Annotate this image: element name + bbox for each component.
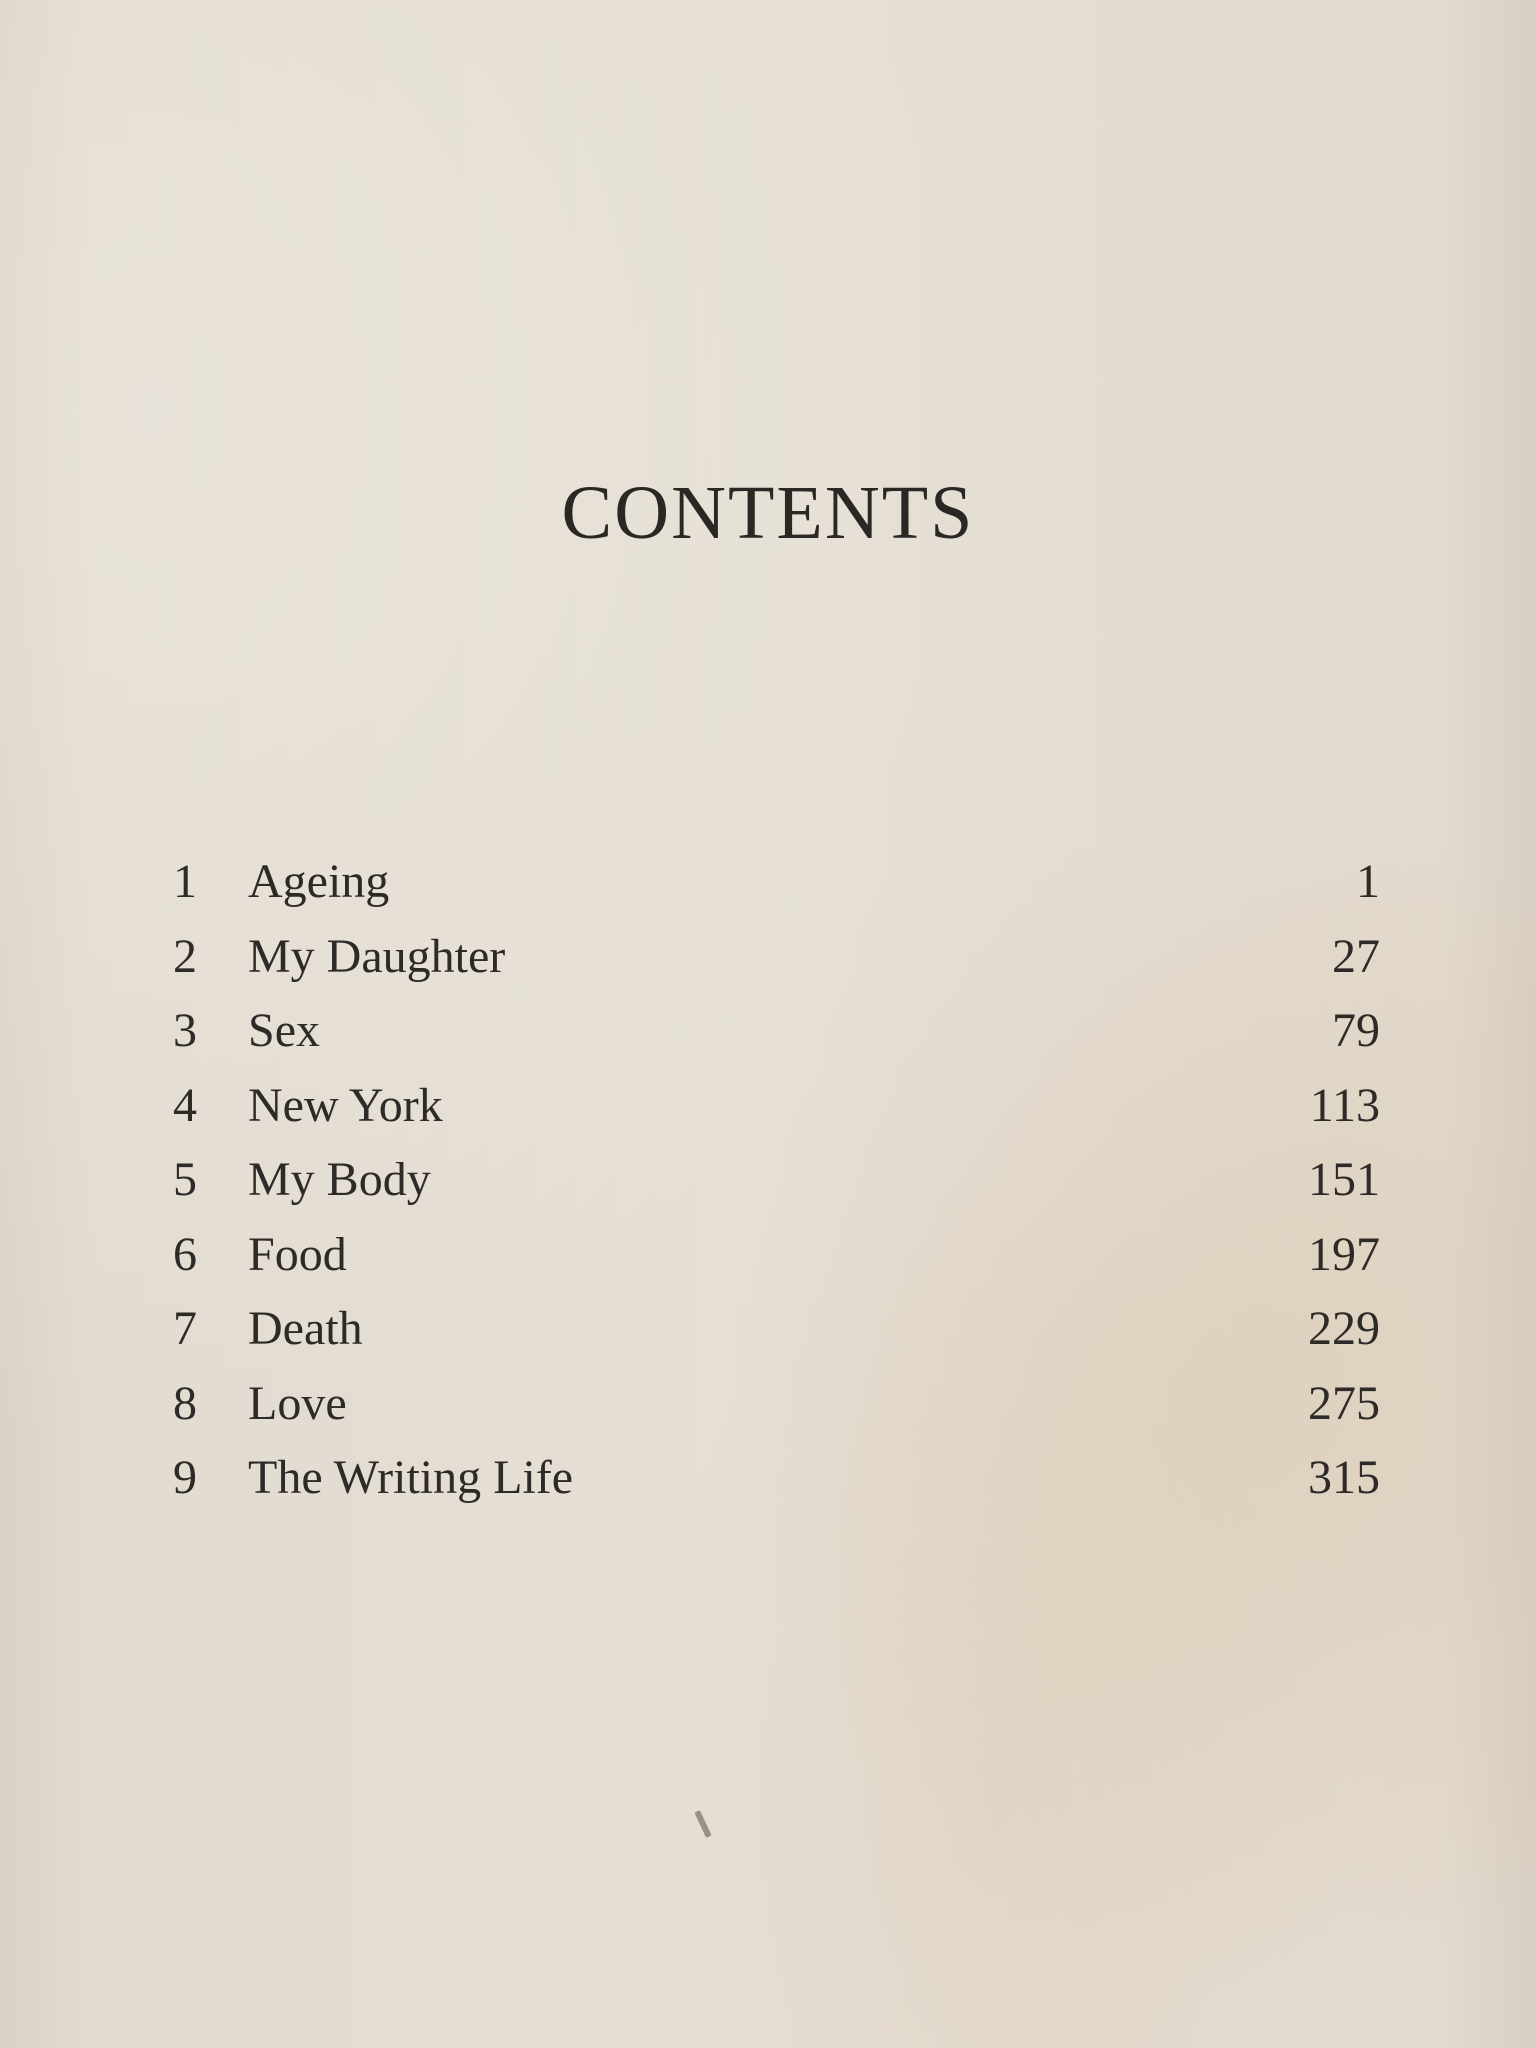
page-title: CONTENTS bbox=[561, 471, 975, 555]
chapter-number: 3 bbox=[173, 1004, 197, 1057]
chapter-title: My Daughter bbox=[248, 929, 506, 983]
toc-entry bbox=[160, 1218, 1380, 1293]
toc-entry bbox=[160, 994, 1380, 1069]
chapter-page-number: 315 bbox=[1308, 1451, 1380, 1504]
chapter-title: The Writing Life bbox=[248, 1451, 574, 1504]
table-of-contents bbox=[160, 845, 1380, 1516]
chapter-number: 7 bbox=[173, 1302, 197, 1355]
chapter-title: Sex bbox=[248, 1004, 320, 1057]
toc-entry bbox=[160, 1441, 1380, 1516]
chapter-title: Food bbox=[248, 1227, 347, 1281]
chapter-number: 1 bbox=[173, 855, 197, 908]
toc-entry bbox=[160, 1292, 1380, 1367]
chapter-page-number: 151 bbox=[1308, 1153, 1380, 1206]
chapter-title: Death bbox=[248, 1302, 363, 1355]
chapter-title: Love bbox=[248, 1376, 347, 1430]
toc-entry bbox=[160, 845, 1380, 920]
chapter-title: Ageing bbox=[248, 855, 390, 908]
toc-entry bbox=[160, 1069, 1380, 1144]
toc-entry bbox=[160, 1143, 1380, 1218]
chapter-page-number: 197 bbox=[1308, 1227, 1380, 1281]
chapter-number: 9 bbox=[173, 1451, 197, 1504]
chapter-number: 8 bbox=[173, 1376, 197, 1430]
toc-entry bbox=[160, 1367, 1380, 1442]
chapter-number: 2 bbox=[173, 929, 197, 983]
chapter-page-number: 27 bbox=[1332, 929, 1380, 983]
chapter-title: New York bbox=[248, 1078, 443, 1132]
chapter-number: 5 bbox=[173, 1153, 197, 1206]
chapter-number: 6 bbox=[173, 1227, 197, 1281]
chapter-page-number: 79 bbox=[1332, 1004, 1380, 1057]
paper-speck bbox=[694, 1810, 711, 1838]
chapter-title: My Body bbox=[248, 1153, 431, 1206]
chapter-number: 4 bbox=[173, 1078, 197, 1132]
chapter-page-number: 275 bbox=[1308, 1376, 1380, 1430]
chapter-page-number: 229 bbox=[1308, 1302, 1380, 1355]
toc-entry bbox=[160, 920, 1380, 995]
chapter-page-number: 113 bbox=[1309, 1078, 1380, 1132]
chapter-page-number: 1 bbox=[1356, 855, 1380, 908]
